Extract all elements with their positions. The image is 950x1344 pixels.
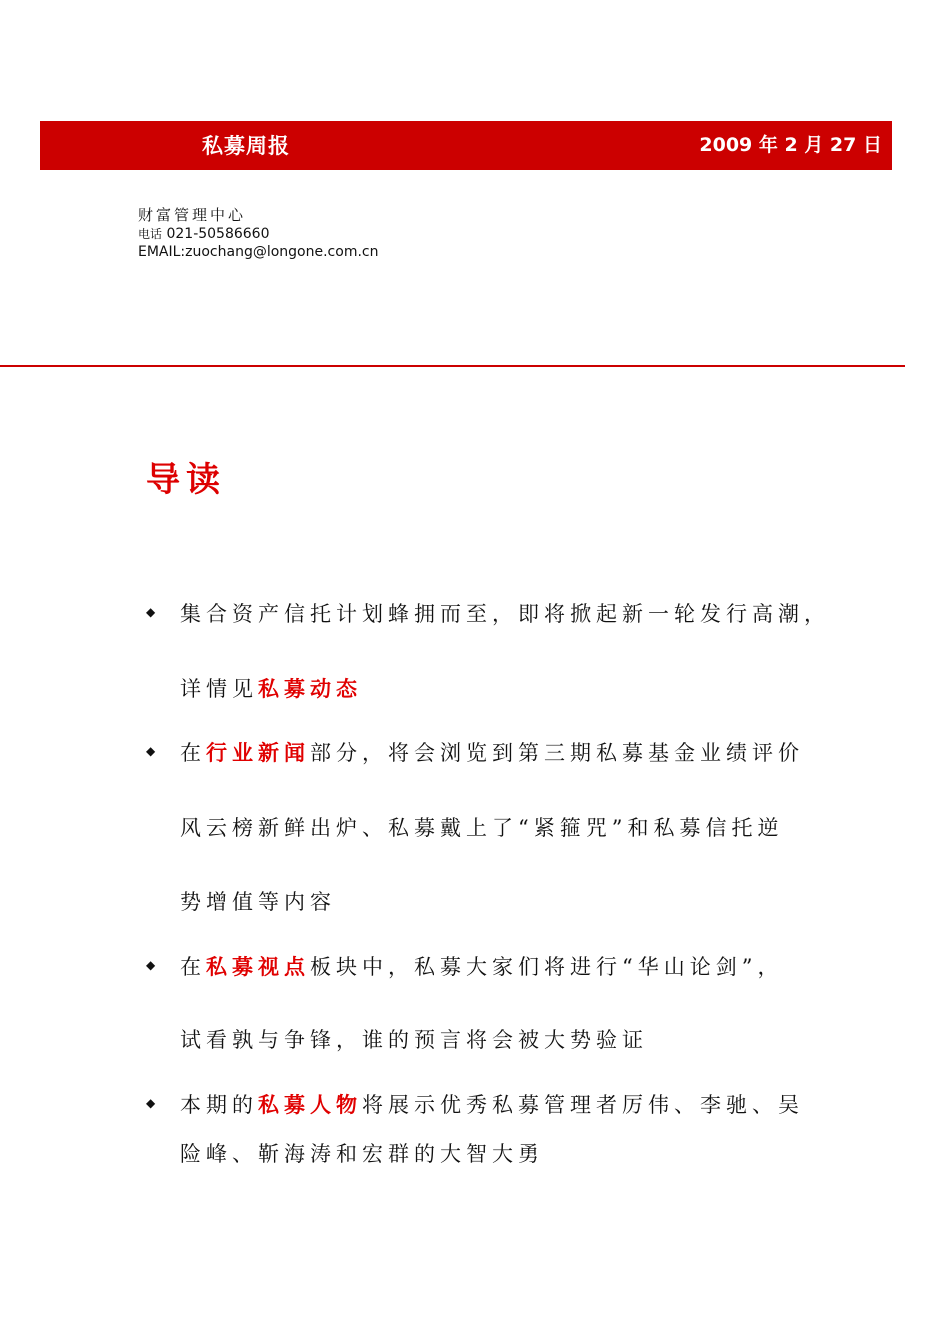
report-title: 私募周报 <box>202 134 290 158</box>
guide-item-line <box>180 598 830 628</box>
bullet-icon: ◆ <box>146 744 156 758</box>
guide-item-line <box>180 737 804 767</box>
section-link-text: 私募视点 <box>206 954 310 979</box>
guide-item-line <box>180 1024 648 1054</box>
guide-title: 导读 <box>146 460 226 500</box>
guide-text: 险峰、靳海涛和宏群的大智大勇 <box>180 1142 544 1166</box>
guide-text: 本期的 <box>180 1093 258 1117</box>
phone-label: 电话 <box>138 227 163 241</box>
guide-text: 板块中，私募大家们将进行“华山论剑”， <box>310 955 784 979</box>
section-link-text: 行业新闻 <box>206 740 310 765</box>
bullet-icon: ◆ <box>146 958 156 972</box>
department-name: 财富管理中心 <box>138 206 247 224</box>
section-link-text: 私募动态 <box>258 676 362 701</box>
section-link-text: 私募人物 <box>258 1092 362 1117</box>
guide-item-line <box>180 951 783 981</box>
bullet-icon: ◆ <box>146 1096 156 1110</box>
guide-text: 部分，将会浏览到第三期私募基金业绩评价 <box>310 741 804 765</box>
guide-item-line <box>180 1089 804 1119</box>
guide-text: 在 <box>180 741 206 765</box>
guide-text: 集合资产信托计划蜂拥而至，即将掀起新一轮发行高潮， <box>180 602 830 626</box>
guide-text: 将展示优秀私募管理者厉伟、李驰、吴 <box>362 1093 804 1117</box>
guide-text: 风云榜新鲜出炉、私募戴上了“紧箍咒”和私募信托逆 <box>180 816 784 840</box>
guide-item-line <box>180 1138 544 1168</box>
guide-item-line <box>180 886 336 916</box>
guide-text: 势增值等内容 <box>180 890 336 914</box>
guide-text: 试看孰与争锋，谁的预言将会被大势验证 <box>180 1028 648 1052</box>
email-line: EMAIL:zuochang@longone.com.cn <box>138 244 379 260</box>
guide-item-line <box>180 673 362 703</box>
report-date: 2009 年 2 月 27 日 <box>699 134 882 156</box>
bullet-icon: ◆ <box>146 605 156 619</box>
guide-item-line <box>180 812 783 842</box>
guide-text: 详情见 <box>180 677 258 701</box>
phone-number: 021-50586660 <box>166 226 270 242</box>
guide-text: 在 <box>180 955 206 979</box>
